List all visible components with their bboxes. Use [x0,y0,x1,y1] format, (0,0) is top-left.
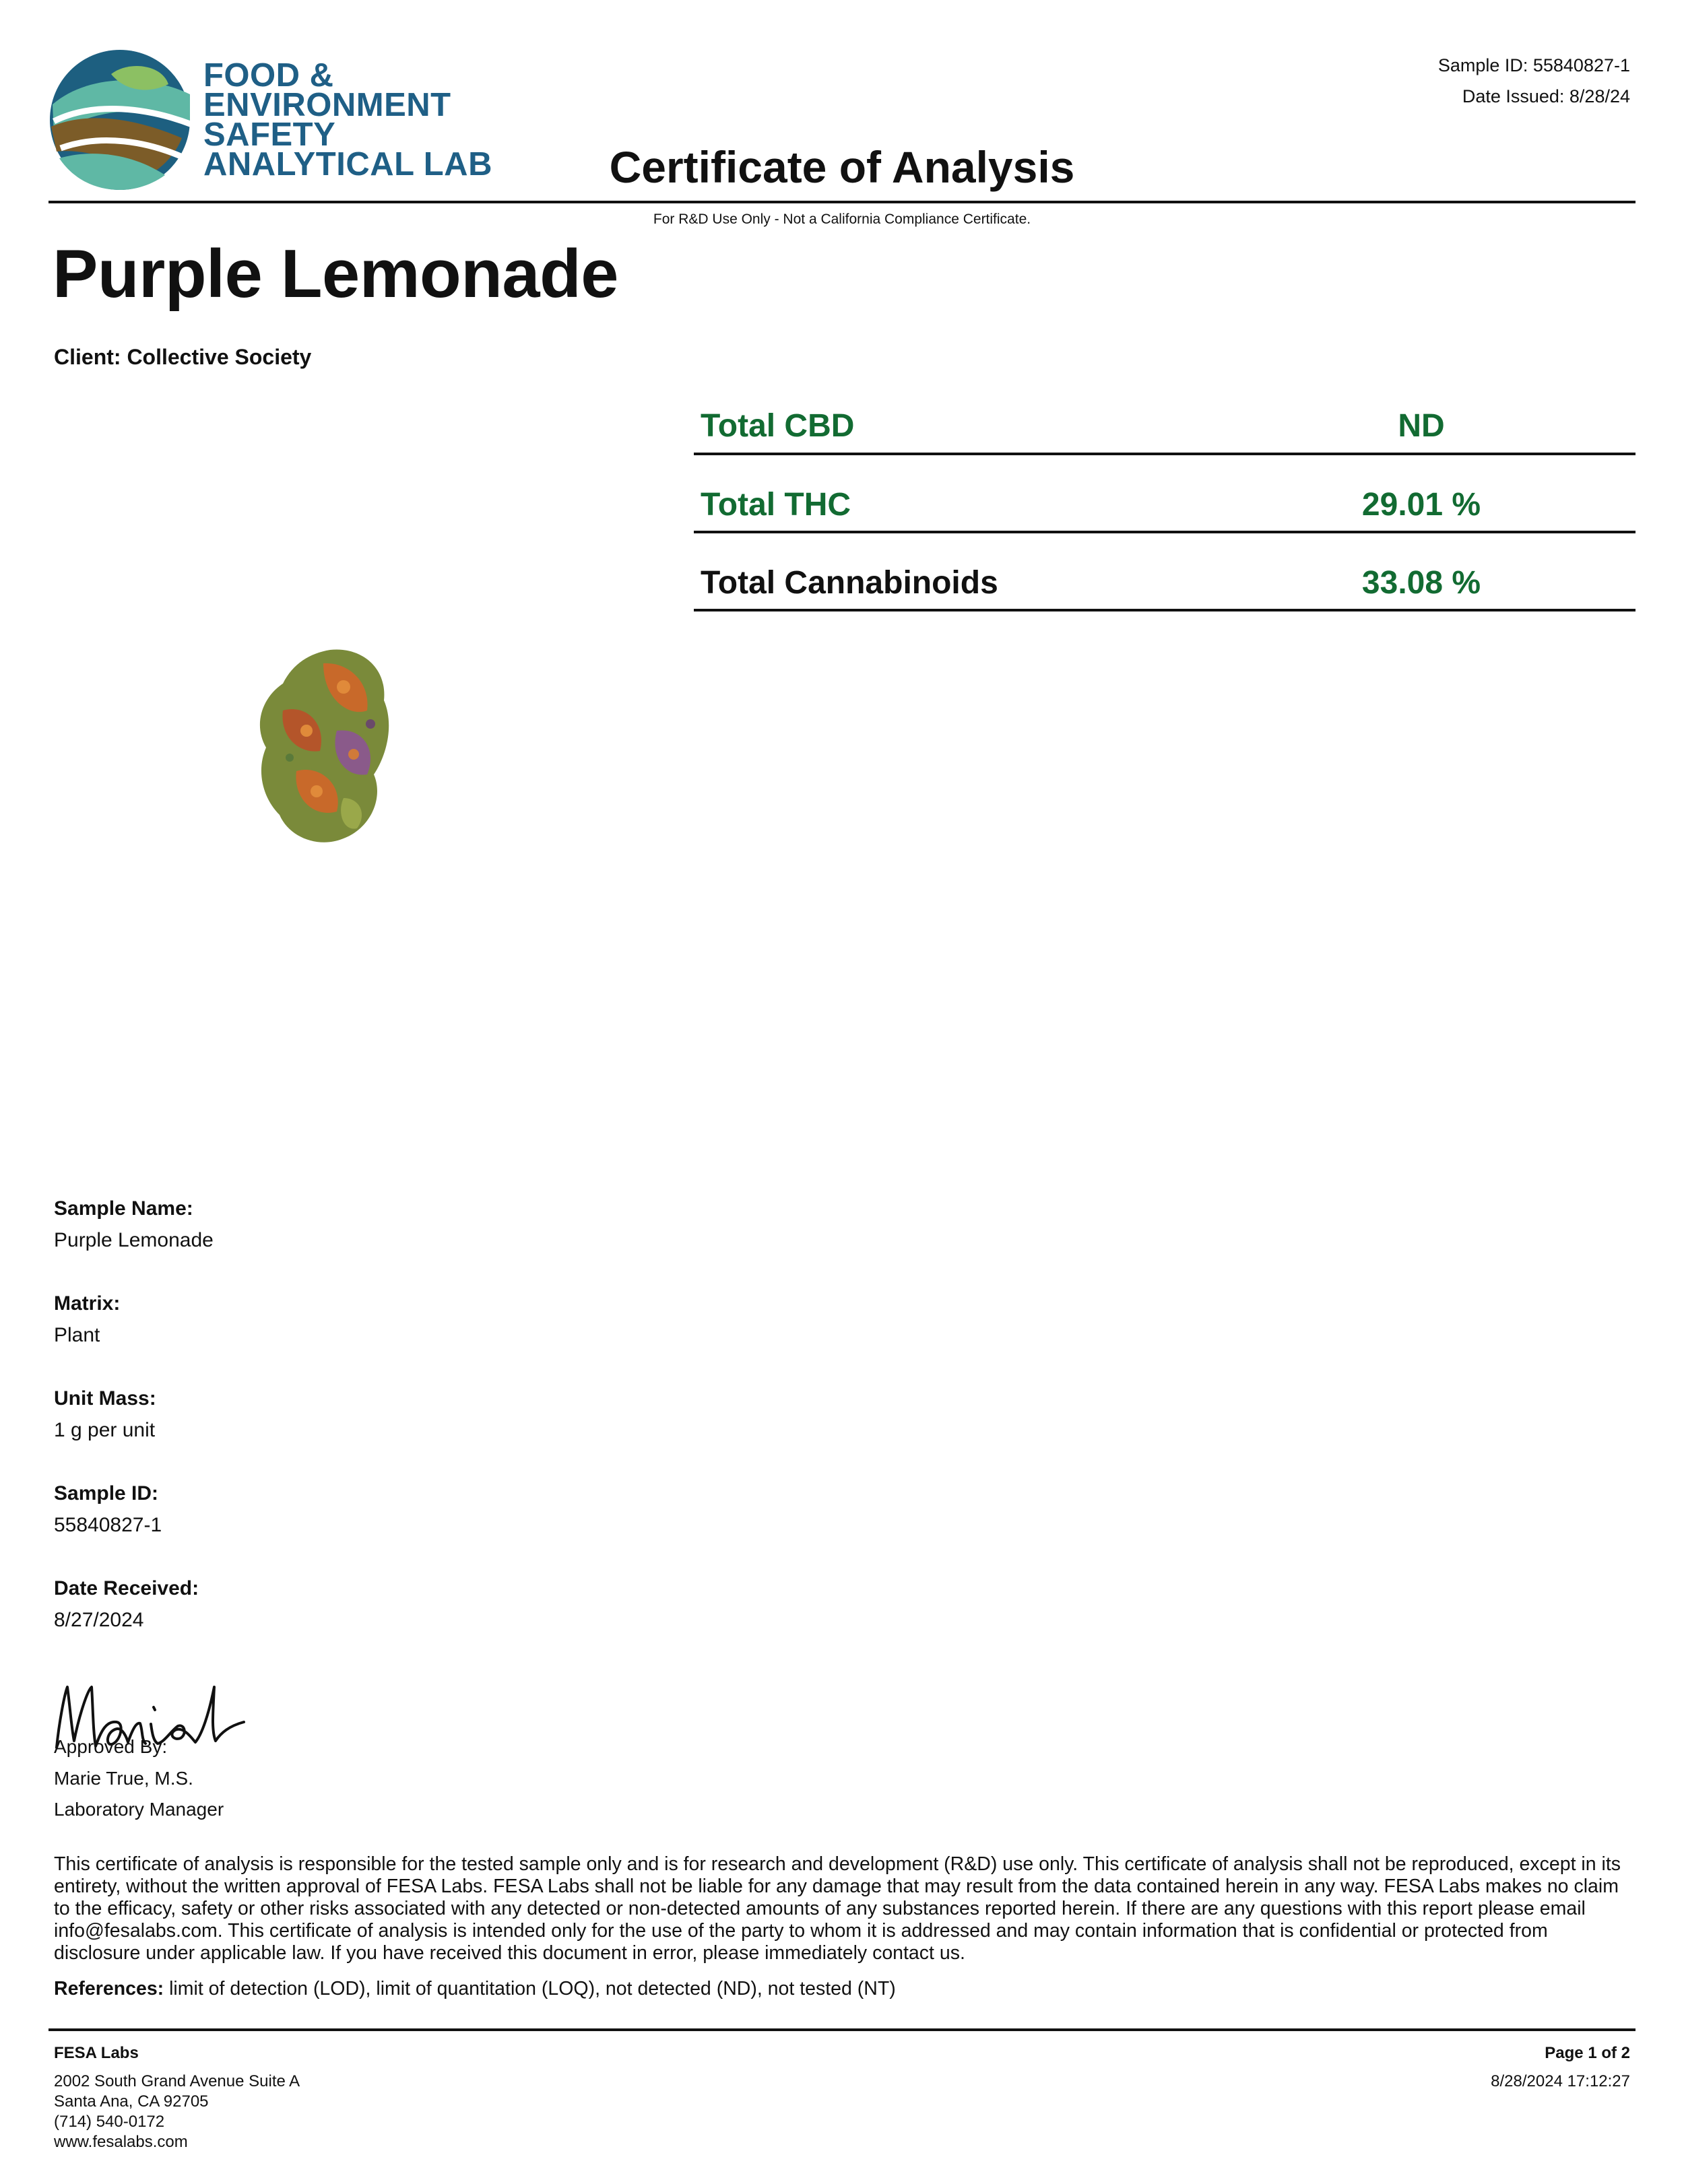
header-date-issued: Date Issued: 8/28/24 [1462,86,1630,106]
summary-label-thc: Total THC [701,487,851,523]
product-title: Purple Lemonade [53,236,618,312]
approver-name: Marie True, M.S. [54,1768,193,1789]
sample-name-label: Sample Name: [54,1197,193,1220]
approved-by-label: Approved By: [54,1736,168,1757]
approver-role: Laboratory Manager [54,1799,224,1820]
date-received-label: Date Received: [54,1577,199,1599]
summary-divider [694,531,1636,533]
footer-timestamp: 8/28/2024 17:12:27 [1491,2072,1630,2090]
footer-address-line2: Santa Ana, CA 92705 [54,2092,209,2111]
unit-mass-label: Unit Mass: [54,1387,156,1410]
summary-divider [694,609,1636,611]
footer-address-line1: 2002 South Grand Avenue Suite A [54,2072,300,2090]
summary-label-cbd: Total CBD [701,408,855,444]
unit-mass-value: 1 g per unit [54,1419,156,1441]
summary-value-cannabinoids: 33.08 % [1361,565,1481,601]
summary-divider [694,453,1636,455]
logo-text-line: FOOD & [203,57,334,94]
rd-use-note: For R&D Use Only - Not a California Compliance Certificate. [653,211,1031,227]
sample-id-value: 55840827-1 [54,1514,162,1536]
references-label: References: [54,1978,164,1999]
logo-text-line: ANALYTICAL LAB [203,146,492,183]
footer-phone: (714) 540-0172 [54,2113,165,2131]
summary-label-cannabinoids: Total Cannabinoids [701,565,998,601]
matrix-label: Matrix: [54,1292,121,1315]
sample-id-label: Sample ID: [54,1482,159,1504]
footer-website[interactable]: www.fesalabs.com [54,2133,188,2151]
footer-page-number: Page 1 of 2 [1545,2044,1630,2062]
client-name: Client: Collective Society [54,345,312,369]
references-text: limit of detection (LOD), limit of quantitation (LOQ), not detected (ND), not tested (NT) [164,1978,896,1999]
summary-value-cbd: ND [1398,408,1445,444]
logo-text-line: SAFETY [203,117,336,153]
footer-company: FESA Labs [54,2044,139,2062]
summary-value-thc: 29.01 % [1361,487,1481,523]
matrix-value: Plant [54,1324,100,1346]
date-received-value: 8/27/2024 [54,1609,144,1631]
document-title: Certificate of Analysis [609,142,1075,192]
footer-divider [48,2028,1636,2031]
sample-name-value: Purple Lemonade [54,1229,214,1251]
header-sample-id: Sample ID: 55840827-1 [1437,55,1630,75]
references [54,1978,896,2000]
product-image [242,636,404,852]
disclaimer-text: This certificate of analysis is responsible for the tested sample only and is for research and development (R&D) use only. This certificate of analysis shall not be reproduced, except in its entirety, without the written approval of FESA Labs. FESA Labs shall not be liable for any damage that may result from the data contained herein in any way. FESA Labs makes no claim to the efficacy, safety or other risks associated with any detected or non-detected amounts of any substances reported herein. If there are any questions with this report please email info@fesalabs.com. This certificate of analysis is intended only for the use of the party to whom it is addressed and may contain information that is confidential or protected from disclosure under applicable law. If you have received this document in error, please immediately contact us. [54,1853,1621,1964]
header-divider [48,201,1636,203]
logo-text-line: ENVIRONMENT [203,87,451,123]
